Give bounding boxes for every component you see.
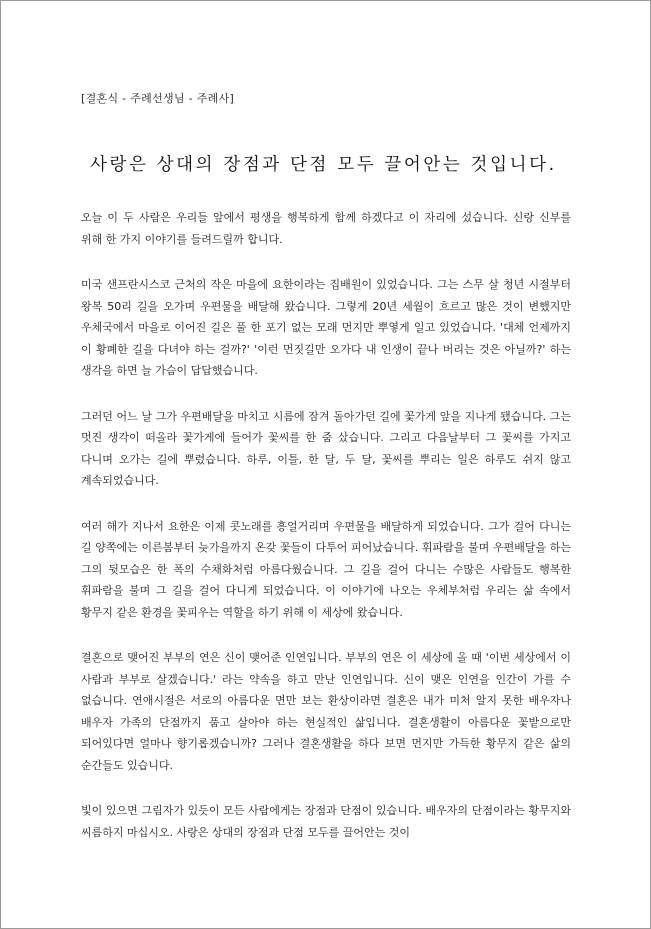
paragraph-intro: 오늘 이 두 사람은 우리들 앞에서 평생을 행복하게 함께 하겠다고 이 자리에 섰습니다. 신랑 신부를 위해 한 가지 이야기를 들려드릴까 합니다.	[81, 211, 571, 246]
paragraph-story-begin: 미국 샌프란시스코 근처의 작은 마을에 요한이라는 집배원이 있었습니다. 그는 스무 살 청년 시절부터 왕복 50리 길을 오가며 우편물을 배달해 왔습니다. 그렇게 20년 세월이 흐르고 많은 것이 변했지만 우체국에서 마을로 이어진 길은 풀 한 포기 없는 모래 먼지만 뿌옇게 일고 있었습니다. '대체 언제까지 이 황폐한 길을 다녀야 하는 걸까?' '이런 먼짓길만 오가다 내 인생이 끝나 버리는 것은 아닐까?' 하는 생각을 하면 늘 가슴이 답답했습니다.	[81, 278, 571, 377]
paragraph-flower-road: 여러 해가 지나서 요한은 이제 콧노래를 흥얼거리며 우편물을 배달하게 되었습니다. 그가 걸어 다니는 길 양쪽에는 이른봄부터 늦가을까지 온갖 꽃들이 다투어 피어났습니다. 휘파람을 불며 우편배달을 하는 그의 뒷모습은 한 폭의 수채화처럼 아름다웠습니다. 그 길을 걸어 다니는 수많은 사람들도 행복한 휘파람을 불며 그 길을 걸어 다니게 되었습니다. 이 이야기에 나오는 우체부처럼 우리는 삶 속에서 황무지 같은 환경을 꽃피우는 역할을 하기 위해 이 세상에 왔습니다.	[81, 519, 571, 619]
paragraph-light-shadow: 빛이 있으면 그림자가 있듯이 모든 사람에게는 장점과 단점이 있습니다. 배우자의 단점이라는 황무지와 씨름하지 마십시오. 사랑은 상대의 장점과 단점 모두를 끌어안는 것이	[81, 804, 571, 839]
paragraph-marriage: 결혼으로 맺어진 부부의 연은 신이 맺어준 인연입니다. 부부의 연은 이 세상에 올 때 '이번 세상에서 이 사람과 부부로 살겠습니다.' 라는 약속을 하고 만난 인연입니다. 신이 맺은 인연을 인간이 가를 수 없습니다. 연애시절은 서로의 아름다운 면만 보는 환상이라면 결혼은 내가 미처 알지 못한 배우자나 배우자 가족의 단점까지 품고 살아야 하는 현실적인 삶입니다. 결혼생활이 아름다운 꽃밭으로만 되어있다면 얼마나 향기롭겠습니까? 그러나 결혼생활을 하다 보면 먼지만 가득한 황무지 같은 삶의 순간들도 있습니다.	[81, 651, 571, 772]
paragraph-flower-seeds: 그러던 어느 날 그가 우편배달을 마치고 시름에 잠겨 돌아가던 길에 꽃가게 앞을 지나게 됐습니다. 그는 멋진 생각이 떠올라 꽃가게에 들어가 꽃씨를 한 줌 샀습니다. 그리고 다음날부터 그 꽃씨를 가지고 다니며 오가는 길에 뿌렸습니다. 하루, 이틀, 한 달, 두 달, 꽃씨를 뿌리는 일은 하루도 쉬지 않고 계속되었습니다.	[81, 409, 571, 487]
header-tag: [결혼식 - 주례선생님 - 주례사]	[81, 92, 235, 105]
document-title: 사랑은 상대의 장점과 단점 모두 끌어안는 것입니다.	[90, 155, 557, 175]
document-body	[81, 89, 571, 843]
